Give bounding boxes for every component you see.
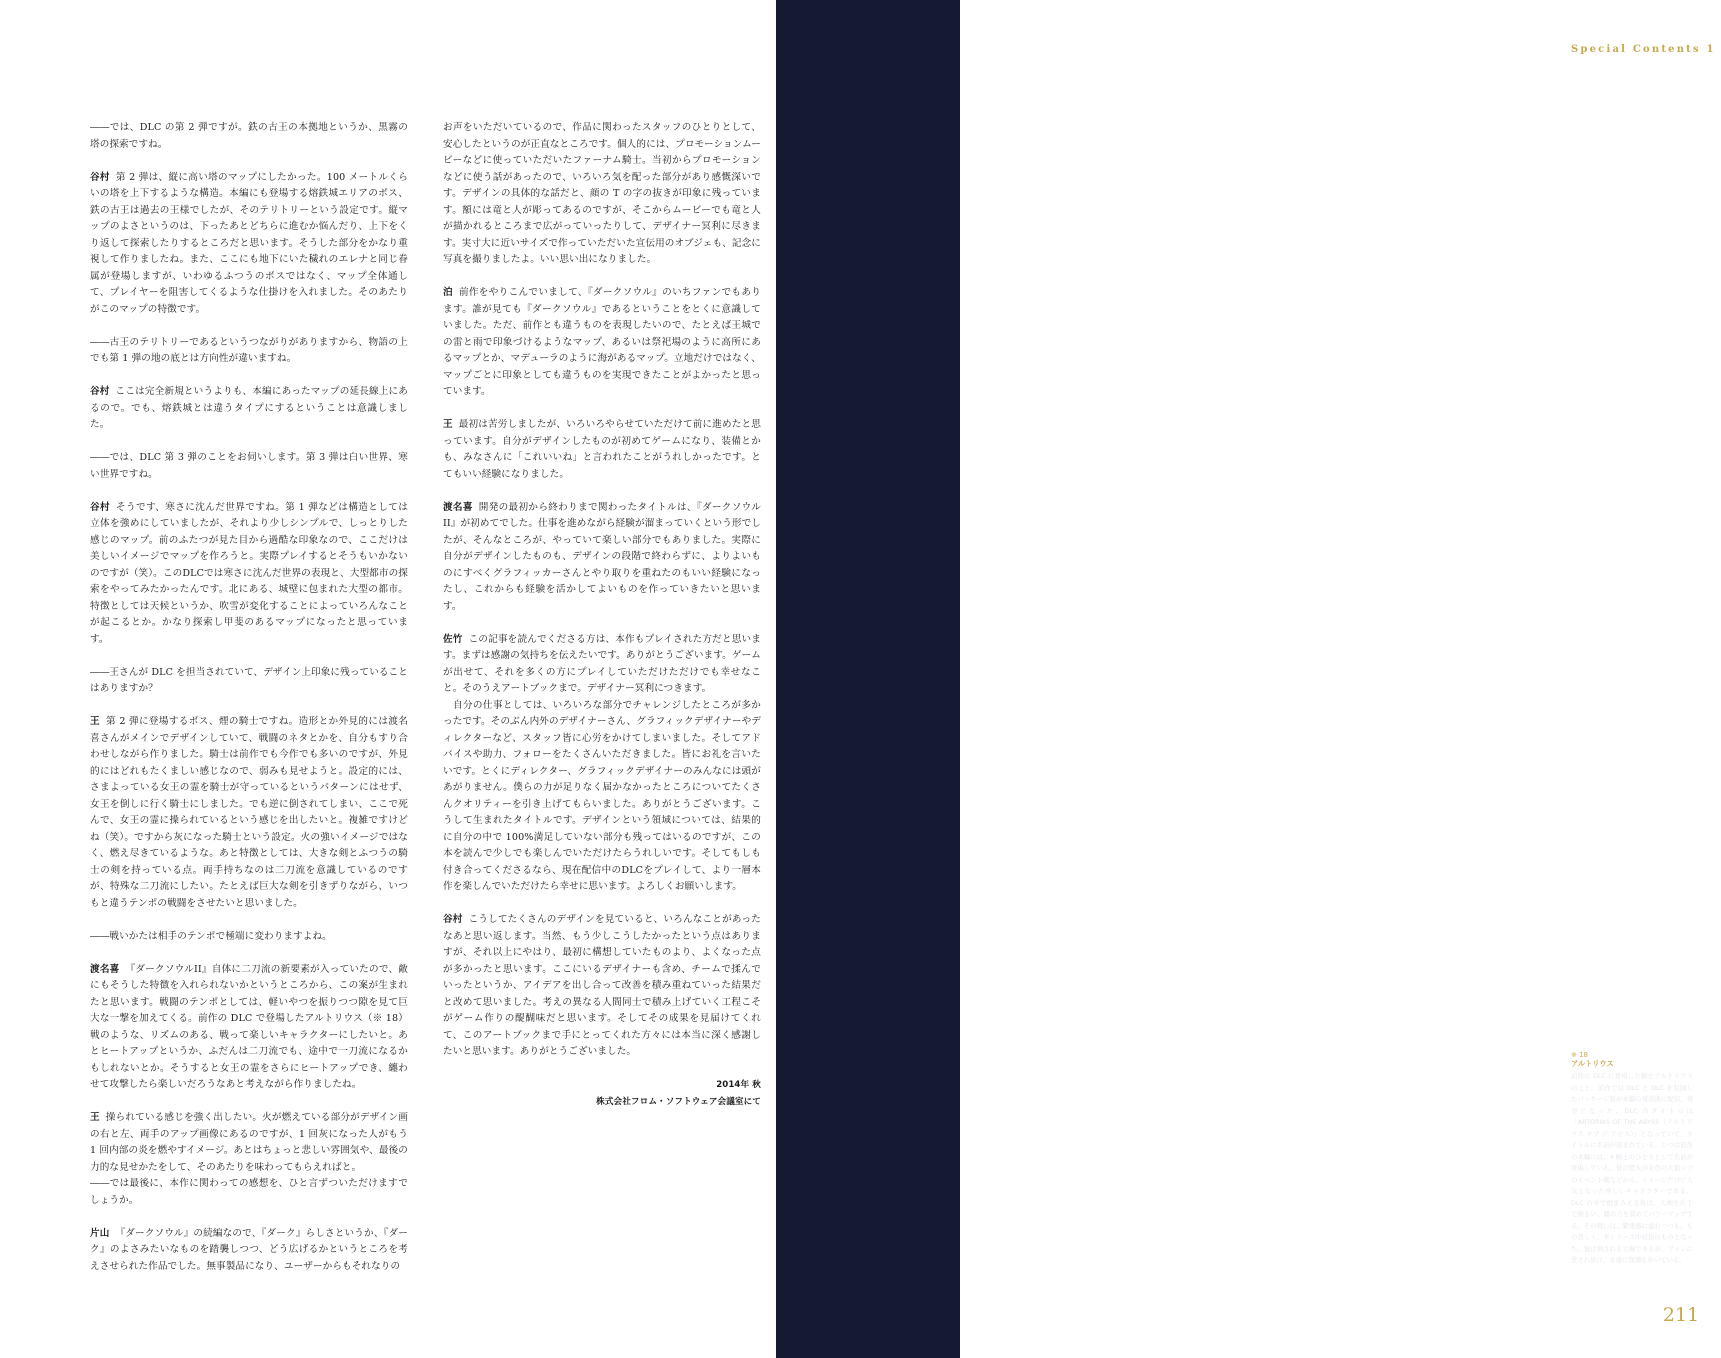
interview-paragraph (443, 632, 761, 698)
interview-paragraph (90, 384, 408, 434)
speaker-name: 王 (90, 1112, 100, 1123)
footnote-number: ※ 18 (1571, 1051, 1588, 1059)
interview-paragraph (90, 450, 408, 483)
paragraph-text: ――では最後に、本作に関わっての感想を、ひと言ずついただけますでしょうか。 (90, 1178, 408, 1206)
paragraph-text: 操られている感じを強く出したい。火が燃えている部分がデザイン画の右と左、両手のアップ画像にあるのですが、1 回灰になった人がもう 1 回内部の炎を燃やすイメージ。あとはちょっと悲しい雰囲気や、最後の力的な見せかたをして、そのあたりを味わってもらえればと。 (90, 1112, 408, 1173)
footnote-body: 前作の DLC に登場した騎士アルトリウスのこと。前作では DLC と DLC を収録したパッケージ版が本編の発売後に配信、発売となった。DLC のタイトルは「ARTORIAS OF THE ABYSS（アルトリウス オブ ジ アビス）」となっていて、タイトルに名前が刻まれている。じつは前作の本編には、4 騎士のひとりとして名前が登場していた。彼の盟友の灰色の大狼シフのイベント戦などから、イメージだけで人気となった珍しいキャラクターである。DLC の中で相まみえる彼は、大剣を片手で振るい、闇の力を溜めてパワーアップする。その戦いは、緊張感に溢れつつも、もの悲しく、本シリーズ中屈指のものとなった。彼は倒される立場であるが、ファンに愛され続け、永遠に深淵を歩いている。 (1571, 1072, 1693, 1264)
section-header (1571, 44, 1721, 86)
paragraph-text: ここは完全新規というよりも、本編にあったマップの延長線上にあるので。でも、熔鉄城とは違うタイプにするということは意識しました。 (90, 386, 408, 430)
interview-paragraph (443, 698, 761, 896)
speaker-name: 谷村 (90, 171, 110, 183)
speaker-name: 渡名喜 (443, 501, 473, 513)
paragraph-text: ――戦いかたは相手のテンポで極端に変わりますよね。 (90, 930, 332, 942)
paragraph-text: この記事を読んでくださる方は、本作もプレイされた方だと思います。まずは感謝の気持ちを伝えたいです。ありがとうございます。ゲームが出せて、それを多くの方にプレイしていただけただけでも幸せなこと。そのうえアートブックまで。デザイナー冥利につきます。 (443, 633, 761, 694)
speaker-name: 佐竹 (443, 633, 463, 645)
interview-paragraph (90, 929, 408, 946)
interview-paragraph (443, 500, 761, 616)
paragraph-text: こうしてたくさんのデザインを見ていると、いろんなことがあったなあと思い返します。当然、もう少しこうしたかったという点はありますが、それ以上にやはり、最初に構想していたものより、よくなった点が多かったと思います。ここにいるデザイナーも含め、チームで揉んでいったというか、アイデアを出し合って改善を積み重ねていった結果だと改めて思いました。考えの異なる人間同士で積み上げていく工程こそがゲーム作りの醍醐味だと思います。そしてその成果を見届けてくれて、このアートブックまで手にとってくれた方々には本当に深く感謝したいと思います。ありがとうございました。 (443, 914, 762, 1057)
interview-paragraph (90, 170, 408, 319)
paragraph-text: 開発の最初から終わりまで関わったタイトルは、『ダークソウルII』が初めてでした。仕事を進めながら経験が溜まっていくという形でしたが、そんなところが、やっていて楽しい部分でもありました。実際に自分がデザインしたものも、デザインの段階で終わらずに、よりよいものにすべくグラフィッカーさんとやり取りを重ねたのもいい経験になったし、これからも経験を活かしてよいものを作っていきたいと思います。 (443, 501, 761, 612)
paragraph-text: 最初は苦労しましたが、いろいろやらせていただけて前に進めたと思っています。自分がデザインしたものが初めてゲームになり、装備とかも、みなさんに「これいいね」と言われたことがうれしかったです。とてもいい経験になりました。 (443, 419, 761, 480)
interview-signature (443, 1077, 761, 1111)
speaker-name: 泊 (443, 287, 453, 298)
paragraph-text: お声をいただいているので、作品に関わったスタッフのひとりとして、安心したというのが正直なところです。個人的には、プロモーションムービーなどに使っていただいたファーナム騎士。当初からプロモーションなどに使う話があったので、いろいろ気を配った部分があり感慨深いです。デザインの具体的な話だと、顔の T の字の抜きが印象に残っています。額には竜と人が彫ってあるのですが、そこからムービーでも竜と人が描かれるところまで広がっていったりして、デザイナー冥利に尽きます。実寸大に近いサイズで作っていただいた宣伝用のオブジェも、記念に写真を撮りましたよ。いい思い出になりました。 (443, 122, 761, 265)
paragraph-text: ――王さんが DLC を担当されていて、デザイン上印象に残っていることはありますか？ (90, 666, 408, 694)
paragraph-text: 第 2 弾は、縦に高い塔のマップにしたかった。100 メートルくらいの塔を上下するような構造。本編にも登場する熔鉄城エリアのボス、鉄の古王は過去の王様でしたが、そのテリトリーという設定です。縦マップのよさというのは、下ったあとどちらに進むか悩んだり、上下をくり返して探索したりするところだと思います。そうした部分をかなり重視して作りましたね。また、ここにも地下にいた穢れのエレナと同じ眷属が登場しますが、いわゆるふつうのボスではなく、マップ全体通して、プレイヤーを阻害してくるような仕掛けを入れました。そのあたりがこのマップの特徴です。 (90, 171, 409, 315)
speaker-name: 谷村 (443, 914, 463, 925)
paragraph-text: 前作をやりこんでいまして、『ダークソウル』のいちファンでもあります。誰が見ても『ダークソウル』であるということをとくに意識していました。ただ、前作とも違うものを表現したいので、たとえば王城での雷と雨で印象づけるようなマップ、あるいは祭祀場のように高所にあるマップとか、マデューラのように海があるマップ。立地だけではなく、マップごとに印象としても違うものを実現できたことがよかったと思っています。 (443, 287, 761, 397)
interview-paragraph (90, 1226, 408, 1276)
footnote (1571, 1051, 1693, 1267)
interview-paragraph (443, 285, 761, 401)
interview-paragraph (90, 335, 408, 368)
speaker-name: 王 (90, 716, 100, 727)
speaker-name: 王 (443, 419, 453, 430)
left-text-column (90, 120, 408, 1292)
paragraph-text: ――では、DLC の第 2 弾ですが。鉄の古王の本拠地というか、黒霧の塔の探索ですね。 (90, 122, 408, 150)
paragraph-text: 第 2 弾に登場するボス、煙の騎士ですね。造形とか外見的には渡名喜さんがメインでデザインしていて、戦闘のネタとかを、自分もすり合わせしながら作りました。騎士は前作でも今作でも多いのですが、外見的にはどれもたくましい感じなので、弱みも見せようと。設定的には、さまよっている女王の霊を騎士が守っているというパターンにはせず、女王を倒しに行く騎士にしました。でも逆に倒されてしまい、ここで死んで、女王の霊に操られているという感じを出したいと。複雑ですけどね（笑）。ですから灰になった騎士という設定。火の強いイメージではなく、燃え尽きているような。あと特徴としては、大きな剣とふつうの騎士の剣を持っている点。両手持ちなのは二刀流を意識しているのですが、特殊な二刀流にしたい。たとえば巨大な剣を引きずりながら、いつもと違うテンポの戦闘をさせたいと思いました。 (90, 716, 408, 909)
interview-subtitle: デザイナーインタビュー (1571, 80, 1628, 86)
interview-paragraph (443, 912, 761, 1061)
signature-date: 2014年 秋 (716, 1080, 761, 1090)
speaker-name: 片山 (90, 1227, 110, 1239)
speaker-name: 谷村 (90, 386, 110, 397)
paragraph-text: ――では、DLC 第 3 弾のことをお伺いします。第 3 弾は白い世界、寒い世界ですね。 (90, 452, 408, 480)
interview-paragraph (90, 1110, 408, 1176)
sidebar-panel (776, 0, 1716, 1358)
interview-label: INTERVIEW (1571, 65, 1663, 80)
signature-place: 株式会社フロム・ソフトウェア会議室にて (596, 1097, 761, 1107)
paragraph-text: 『ダークソウルII』自体に二刀流の新要素が入っていたので、敵にもそうした特徴を入れられないかというところから、この案が生まれたと思います。戦闘のテンポとしては、軽いやつを振りつつ隙を見て巨大な一撃を加えてくる。前作の DLC で登場したアルトリウス（※ 18）戦のような、リズムのある、戦って楽しいキャラクターにしたいと。あとヒートアップというか、ふだんは二刀流でも、途中で一刀流になるかもしれないとか。そうすると女王の霊をさらにヒートアップでき、纏わせて攻撃したら楽しいだろうなあと考えながら作りましたね。 (90, 963, 408, 1090)
right-text-column (443, 120, 761, 1111)
interview-paragraph (90, 665, 408, 698)
footnote-title: アルトリウス (1571, 1059, 1614, 1068)
interview-paragraph (90, 120, 408, 153)
interview-paragraph (443, 417, 761, 483)
speaker-name: 渡名喜 (90, 963, 120, 975)
interview-paragraph (90, 714, 408, 912)
speaker-name: 谷村 (90, 501, 110, 513)
interview-paragraph (443, 120, 761, 269)
paragraph-text: 自分の仕事としては、いろいろな部分でチャレンジしたところが多かったです。そのぶん内外のデザイナーさん、グラフィックデザイナーやディレクターなど、スタッフ皆に心労をかけてしまいました。そしてアドバイスや助力、フォローをたくさんいただきました。皆にお礼を言いたいです。とくにディレクター、グラフィックデザイナーのみんなには頭があがりません。僕らの力が足りなく届かなかったところについてたくさんクオリティーを引き上げてもらいました。ありがとうございます。こうして生まれたタイトルです。デザインという領域については、結果的に自分の中で 100%満足していない部分も残ってはいるのですが、この本を読んで少しでも楽しんでいただけたらうれしいです。そしてもしも付き合ってくださるなら、現在配信中のDLCをプレイして、より一層本作を楽しんでいただけたら幸せに思います。よろしくお願いします。 (443, 699, 761, 892)
paragraph-text: そうです、寒さに沈んだ世界ですね。第 1 弾などは構造としては立体を強めにしていましたが、それより少しシンプルで、しっとりした感じのマップ。前のふたつが見た目から過酷な印象なので、ここだけは美しいイメージでマップを作ろうと。実際プレイするとそうもいかないのですが（笑）。このDLCでは寒さに沈んだ世界の表現と、大型都市の探索をやってみたかったんです。北にある、城壁に包まれた大型の都市。特徴としては天候というか、吹雪が変化することによっていろんなことが起こるとか。かなり探索し甲斐のあるマップになったと思っています。 (90, 501, 408, 645)
page-number: 211 (1662, 1304, 1700, 1326)
paragraph-text: ――古王のテリトリーであるというつながりがありますから、物語の上でも第 1 弾の地の底とは方向性が違いますね。 (90, 336, 408, 364)
series-label: DARK SOULS II (1571, 60, 1620, 66)
interview-paragraph (90, 962, 408, 1094)
interview-paragraph (90, 500, 408, 649)
interview-paragraph (90, 1176, 408, 1209)
main-text-area (0, 0, 776, 1358)
paragraph-text: 『ダークソウル』の続編なので、『ダーク』らしさというか、『ダーク』のよさみたいなものを踏襲しつつ、どう広げるかというところを考えさせられた作品でした。無事製品になり、ユーザーからもそれなりの (90, 1227, 408, 1272)
special-contents-label: Special Contents 1 (1571, 44, 1716, 55)
